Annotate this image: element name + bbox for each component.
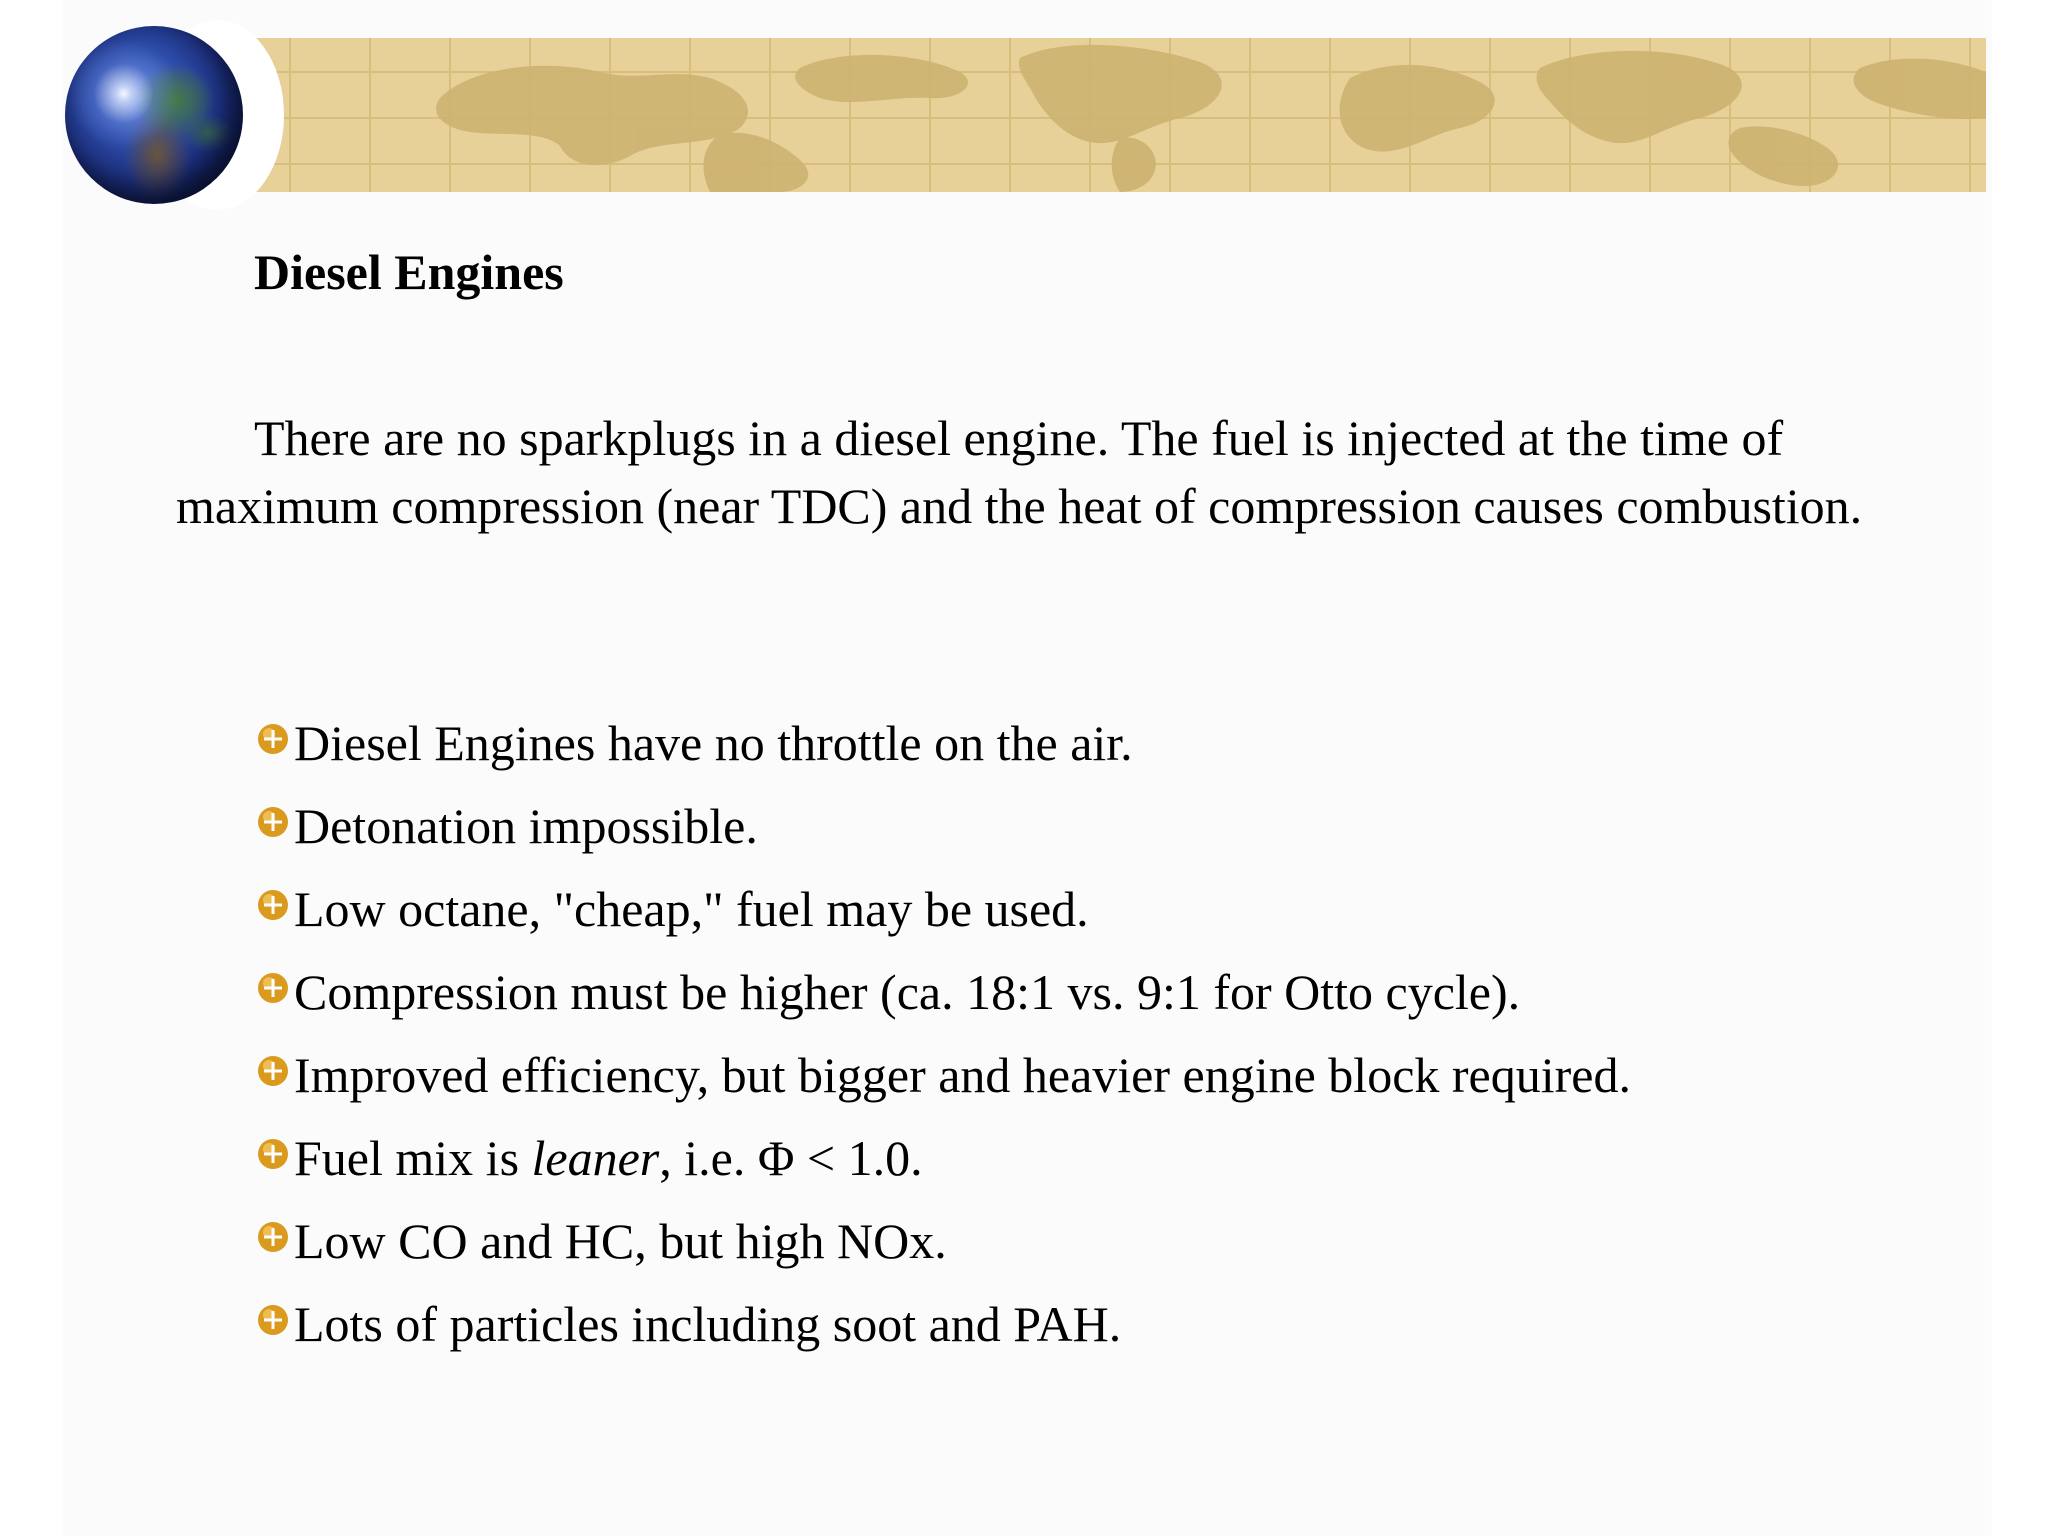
bullet-diamond-icon bbox=[256, 971, 290, 1005]
bullet-diamond-icon bbox=[256, 722, 290, 756]
bullet-text: Compression must be higher (ca. 18:1 vs. 9:1 for Otto cycle). bbox=[294, 964, 1521, 1020]
bullet-diamond-icon bbox=[256, 1137, 290, 1171]
list-item bbox=[256, 1044, 1631, 1127]
list-item bbox=[256, 878, 1631, 961]
bullet-diamond-icon bbox=[256, 1220, 290, 1254]
list-item bbox=[256, 1210, 1631, 1293]
bullet-text: Improved efficiency, but bigger and heavier engine block required. bbox=[294, 1047, 1631, 1103]
bullet-text-before: Fuel mix is bbox=[294, 1130, 532, 1186]
list-item bbox=[256, 712, 1631, 795]
bullet-diamond-icon bbox=[256, 1054, 290, 1088]
list-item bbox=[256, 1293, 1631, 1376]
bullet-text: Lots of particles including soot and PAH. bbox=[294, 1296, 1122, 1352]
bullet-text-emphasis: leaner bbox=[531, 1130, 660, 1186]
bullet-diamond-icon bbox=[256, 1303, 290, 1337]
slide-title: Diesel Engines bbox=[254, 244, 564, 300]
list-item bbox=[256, 961, 1631, 1044]
bullet-diamond-icon bbox=[256, 805, 290, 839]
header-banner bbox=[240, 38, 1986, 192]
bullet-text: Low CO and HC, but high NOx. bbox=[294, 1213, 947, 1269]
intro-paragraph: There are no sparkplugs in a diesel engine. The fuel is injected at the time of maximum compression (near TDC) and the heat of compression causes combustion. bbox=[176, 410, 1863, 534]
list-item bbox=[256, 795, 1631, 878]
bullet-text bbox=[294, 1127, 923, 1189]
bullet-text: Diesel Engines have no throttle on the air. bbox=[294, 715, 1133, 771]
list-item bbox=[256, 1127, 1631, 1210]
bullet-text: Low octane, "cheap," fuel may be used. bbox=[294, 881, 1089, 937]
world-map-graphic bbox=[240, 38, 1986, 192]
globe-icon bbox=[65, 26, 243, 204]
bullet-diamond-icon bbox=[256, 888, 290, 922]
bullet-text-after: , i.e. Φ < 1.0. bbox=[659, 1130, 923, 1186]
bullet-text: Detonation impossible. bbox=[294, 798, 758, 854]
bullet-list bbox=[256, 712, 1631, 1376]
